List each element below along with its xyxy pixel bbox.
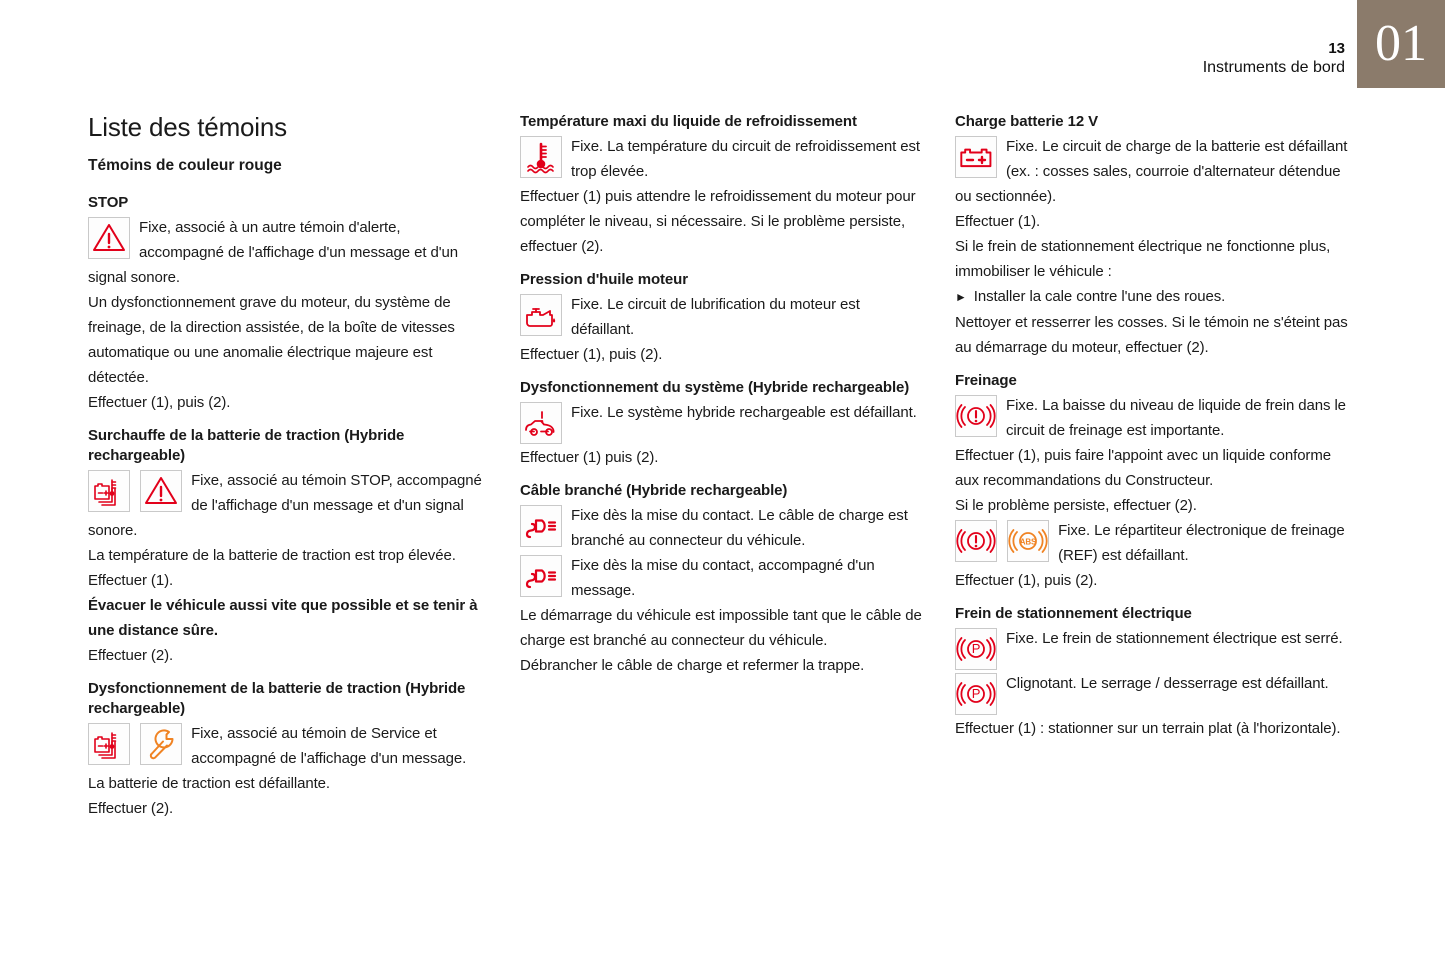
entry-bullet-text: Installer la cale contre l'une des roues. [973, 288, 1226, 305]
entry-inline-text: Fixe, associé au témoin de Service et accompagné de l'affichage d'un message. [191, 725, 467, 767]
coolant-temperature-icon [520, 136, 562, 178]
entry-title: STOP [88, 194, 129, 211]
entry-battery-charge-12v [955, 112, 1358, 360]
entry-paragraph-bold: Évacuer le véhicule aussi vite que possible et se tenir à une distance sûre. [88, 597, 478, 639]
entry-bullet-line [955, 284, 1358, 310]
parking-brake-icon [955, 628, 997, 670]
entry-icon-block-2 [955, 671, 1358, 716]
entry-paragraph: Débrancher le câble de charge et refermer la trappe. [520, 657, 865, 674]
icon-group [520, 402, 562, 444]
entry-paragraph: Effectuer (2). [88, 647, 174, 664]
warning-triangle-icon [88, 217, 130, 259]
oil-can-icon [520, 294, 562, 336]
entry-paragraph: Effectuer (1) : stationner sur un terrain plat (à l'horizontale). [955, 720, 1341, 737]
entry-hybrid-system-fault [520, 378, 923, 470]
entry-paragraph: La batterie de traction est défaillante. [88, 775, 330, 792]
entry-paragraph: La température de la batterie de traction est trop élevée. [88, 547, 456, 564]
entry-stop [88, 193, 488, 415]
entry-electric-parking-brake [955, 604, 1358, 741]
traction-battery-temp-icon [88, 470, 130, 512]
icon-group [955, 628, 997, 670]
wrench-service-icon [140, 723, 182, 765]
column-3 [955, 112, 1358, 821]
entry-inline-text: Fixe. Le système hybride rechargeable est défaillant. [571, 404, 917, 421]
entry-traction-battery-overheat [88, 426, 488, 668]
entry-title: Câble branché (Hybride rechargeable) [520, 482, 788, 499]
entry-inline-text: Fixe. La baisse du niveau de liquide de frein dans le circuit de freinage est importante. [1006, 397, 1346, 439]
charging-plug-icon [520, 505, 562, 547]
entry-braking [955, 371, 1358, 593]
entry-paragraph: Effectuer (1), puis (2). [88, 394, 231, 411]
entry-cable-connected [520, 481, 923, 678]
column-1 [88, 112, 488, 821]
icon-group [520, 505, 562, 547]
entry-traction-battery-fault [88, 679, 488, 821]
entry-icon-block-2 [955, 518, 1358, 568]
entry-inline-text: Fixe. Le circuit de lubrification du moteur est défaillant. [571, 296, 860, 338]
entry-paragraph: Si le frein de stationnement électrique ne fonctionne plus, immobiliser le véhicule : [955, 238, 1331, 280]
page-header [1203, 0, 1445, 88]
content-columns [88, 112, 1360, 821]
entry-inline-text-2: Fixe. Le répartiteur électronique de freinage (REF) est défaillant. [1058, 522, 1345, 564]
entry-icon-block [955, 134, 1358, 209]
warning-triangle-icon [140, 470, 182, 512]
page-number: 13 [1328, 40, 1345, 57]
icon-group [88, 723, 182, 765]
entry-paragraph: Un dysfonctionnement grave du moteur, du système de freinage, de la direction assistée, de la boîte de vitesses automatique ou une anomalie électrique majeure est détectée. [88, 294, 455, 386]
entry-paragraph: Effectuer (1) puis attendre le refroidissement du moteur pour compléter le niveau, si nécessaire. Si le problème persiste, effectuer (2). [520, 188, 916, 255]
page-title: Liste des témoins [88, 112, 287, 142]
chapter-badge [1357, 0, 1445, 88]
icon-group [955, 520, 1049, 562]
entry-inline-text-2: Fixe dès la mise du contact, accompagné d'un message. [571, 557, 875, 599]
entry-inline-text: Fixe, associé à un autre témoin d'alerte, accompagné de l'affichage d'un message et d'un signal sonore. [88, 219, 458, 286]
entry-title: Dysfonctionnement de la batterie de traction (Hybride rechargeable) [88, 680, 466, 717]
entry-paragraph: Effectuer (1), puis (2). [520, 346, 663, 363]
svg-text:P: P [971, 641, 981, 657]
section-subtitle: Témoins de couleur rouge [88, 157, 282, 174]
charging-plug-icon [520, 555, 562, 597]
entry-inline-text: Fixe. Le circuit de charge de la batterie est défaillant (ex. : cosses sales, courroie d'alternateur détendue ou sectionnée). [955, 138, 1348, 205]
svg-text:ABS: ABS [1019, 537, 1037, 547]
entry-coolant-temperature [520, 112, 923, 259]
traction-battery-temp-icon [88, 723, 130, 765]
entry-title: Charge batterie 12 V [955, 113, 1099, 130]
entry-paragraph: Effectuer (1) puis (2). [520, 449, 659, 466]
entry-oil-pressure [520, 270, 923, 367]
icon-group [955, 136, 997, 178]
entry-inline-text: Fixe. Le frein de stationnement électrique est serré. [1006, 630, 1343, 647]
abs-icon [1007, 520, 1049, 562]
entry-paragraph: Nettoyer et resserrer les cosses. Si le témoin ne s'éteint pas au démarrage du moteur, effectuer (2). [955, 314, 1348, 356]
entry-icon-block [520, 400, 923, 445]
brake-warning-icon [955, 520, 997, 562]
chapter-number: 01 [1375, 15, 1427, 72]
entry-icon-block [955, 626, 1358, 671]
icon-group [88, 217, 130, 259]
entry-icon-block [520, 503, 923, 553]
entry-title: Température maxi du liquide de refroidissement [520, 113, 857, 130]
svg-text:P: P [971, 686, 981, 702]
entry-icon-block [88, 468, 488, 543]
entry-paragraph: Effectuer (2). [88, 800, 174, 817]
entry-inline-text: Fixe, associé au témoin STOP, accompagné de l'affichage d'un message et d'un signal sonore. [88, 472, 482, 539]
icon-group [520, 294, 562, 336]
entry-title: Freinage [955, 372, 1017, 389]
brake-warning-icon [955, 395, 997, 437]
section-title: Instruments de bord [1202, 59, 1345, 76]
entry-inline-text-2: Clignotant. Le serrage / desserrage est défaillant. [1006, 675, 1329, 692]
icon-group [955, 395, 997, 437]
entry-icon-block [88, 721, 488, 771]
entry-paragraph: Le démarrage du véhicule est impossible tant que le câble de charge est branché au connecteur du véhicule. [520, 607, 922, 649]
battery-12v-icon [955, 136, 997, 178]
bullet-arrow-icon: ► [955, 290, 967, 304]
entry-paragraph: Effectuer (1), puis faire l'appoint avec un liquide conforme aux recommandations du Constructeur. [955, 447, 1331, 489]
entry-icon-block [520, 292, 923, 342]
entry-title: Dysfonctionnement du système (Hybride rechargeable) [520, 379, 910, 396]
entry-title: Pression d'huile moteur [520, 271, 688, 288]
icon-group [520, 555, 562, 597]
icon-group [520, 136, 562, 178]
entry-inline-text: Fixe. La température du circuit de refroidissement est trop élevée. [571, 138, 920, 180]
parking-brake-icon [955, 673, 997, 715]
entry-title: Surchauffe de la batterie de traction (Hybride rechargeable) [88, 427, 405, 464]
entry-paragraph: Effectuer (1). [88, 572, 174, 589]
entry-icon-block [88, 215, 488, 290]
entry-inline-text: Fixe dès la mise du contact. Le câble de charge est branché au connecteur du véhicule. [571, 507, 908, 549]
entry-paragraph: Si le problème persiste, effectuer (2). [955, 497, 1197, 514]
entry-title: Frein de stationnement électrique [955, 605, 1192, 622]
car-warning-icon [520, 402, 562, 444]
entry-icon-block [955, 393, 1358, 443]
entry-paragraph: Effectuer (1), puis (2). [955, 572, 1098, 589]
column-2 [520, 112, 923, 821]
icon-group [88, 470, 182, 512]
entry-icon-block-2 [520, 553, 923, 603]
icon-group [955, 673, 997, 715]
header-text-block [1203, 0, 1357, 79]
entry-paragraph: Effectuer (1). [955, 213, 1041, 230]
entry-icon-block [520, 134, 923, 184]
